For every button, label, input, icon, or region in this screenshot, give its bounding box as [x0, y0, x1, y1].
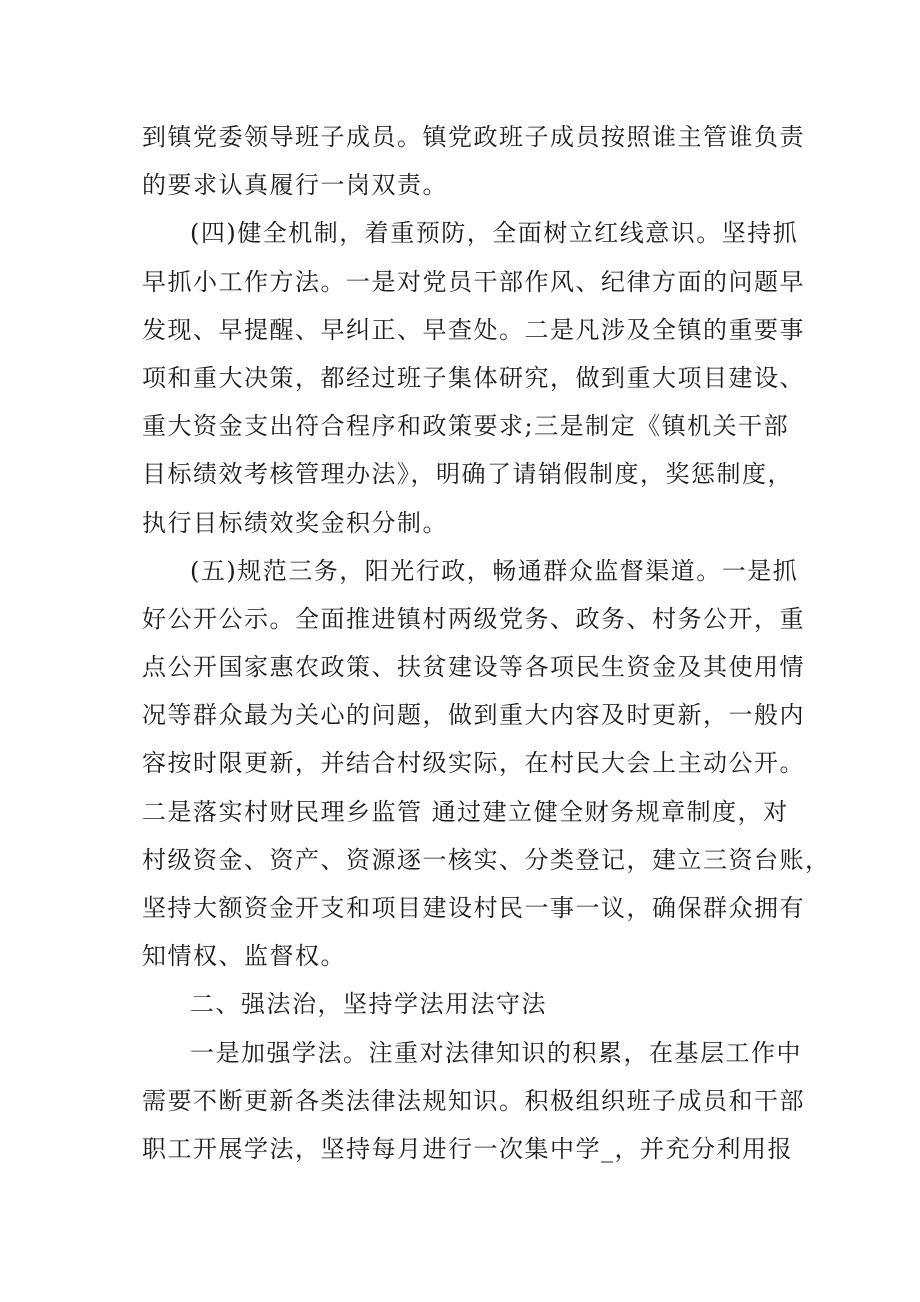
text-line: 况等群众最为关心的问题，做到重大内容及时更新，一般内: [142, 701, 805, 730]
text-line: (四)健全机制，着重预防，全面树立红线意识。坚持抓: [190, 219, 799, 248]
document-body: [142, 113, 831, 1173]
text-line: 项和重大决策，都经过班子集体研究，做到重大项目建设、: [142, 363, 805, 392]
text-line: 一是加强学法。注重对法律知识的积累，在基层工作中: [190, 1038, 802, 1067]
text-line: 职工开展学法，坚持每月进行一次集中学_，并充分利用报: [142, 1134, 793, 1163]
text-line: 二是落实村财民理乡监管 通过建立健全财务规章制度，对: [142, 797, 789, 826]
text-line: 的要求认真履行一岗双责。: [142, 171, 448, 200]
text-line: 好公开公示。全面推进镇村两级党务、政务、村务公开，重: [142, 604, 805, 633]
text-line: (五)规范三务，阳光行政，畅通群众监督渠道。一是抓: [190, 556, 799, 585]
text-line: 容按时限更新，并结合村级实际，在村民大会上主动公开。: [142, 749, 805, 778]
text-line: 重大资金支出符合程序和政策要求;三是制定《镇机关干部: [142, 412, 790, 441]
text-line: 点公开国家惠农政策、扶贫建设等各项民生资金及其使用情: [142, 653, 805, 682]
text-line: 发现、早提醒、早纠正、早查处。二是凡涉及全镇的重要事: [142, 315, 805, 344]
text-line: 执行目标绩效奖金积分制。: [142, 508, 448, 537]
text-line: 知情权、监督权。: [142, 942, 346, 971]
text-line: 目标绩效考核管理办法》，明确了请销假制度，奖惩制度，: [142, 460, 793, 489]
text-line: 早抓小工作方法。一是对党员干部作风、纪律方面的问题早: [142, 267, 805, 296]
text-line: 二、强法治，坚持学法用法守法: [190, 990, 547, 1019]
text-line: 到镇党委领导班子成员。镇党政班子成员按照谁主管谁负责: [142, 123, 805, 151]
text-line: 需要不断更新各类法律法规知识。积极组织班子成员和干部: [142, 1086, 805, 1115]
text-line: 村级资金、资产、资源逐一核实、分类登记，建立三资台账，: [142, 845, 831, 874]
text-line: 坚持大额资金开支和项目建设村民一事一议，确保群众拥有: [142, 894, 805, 922]
